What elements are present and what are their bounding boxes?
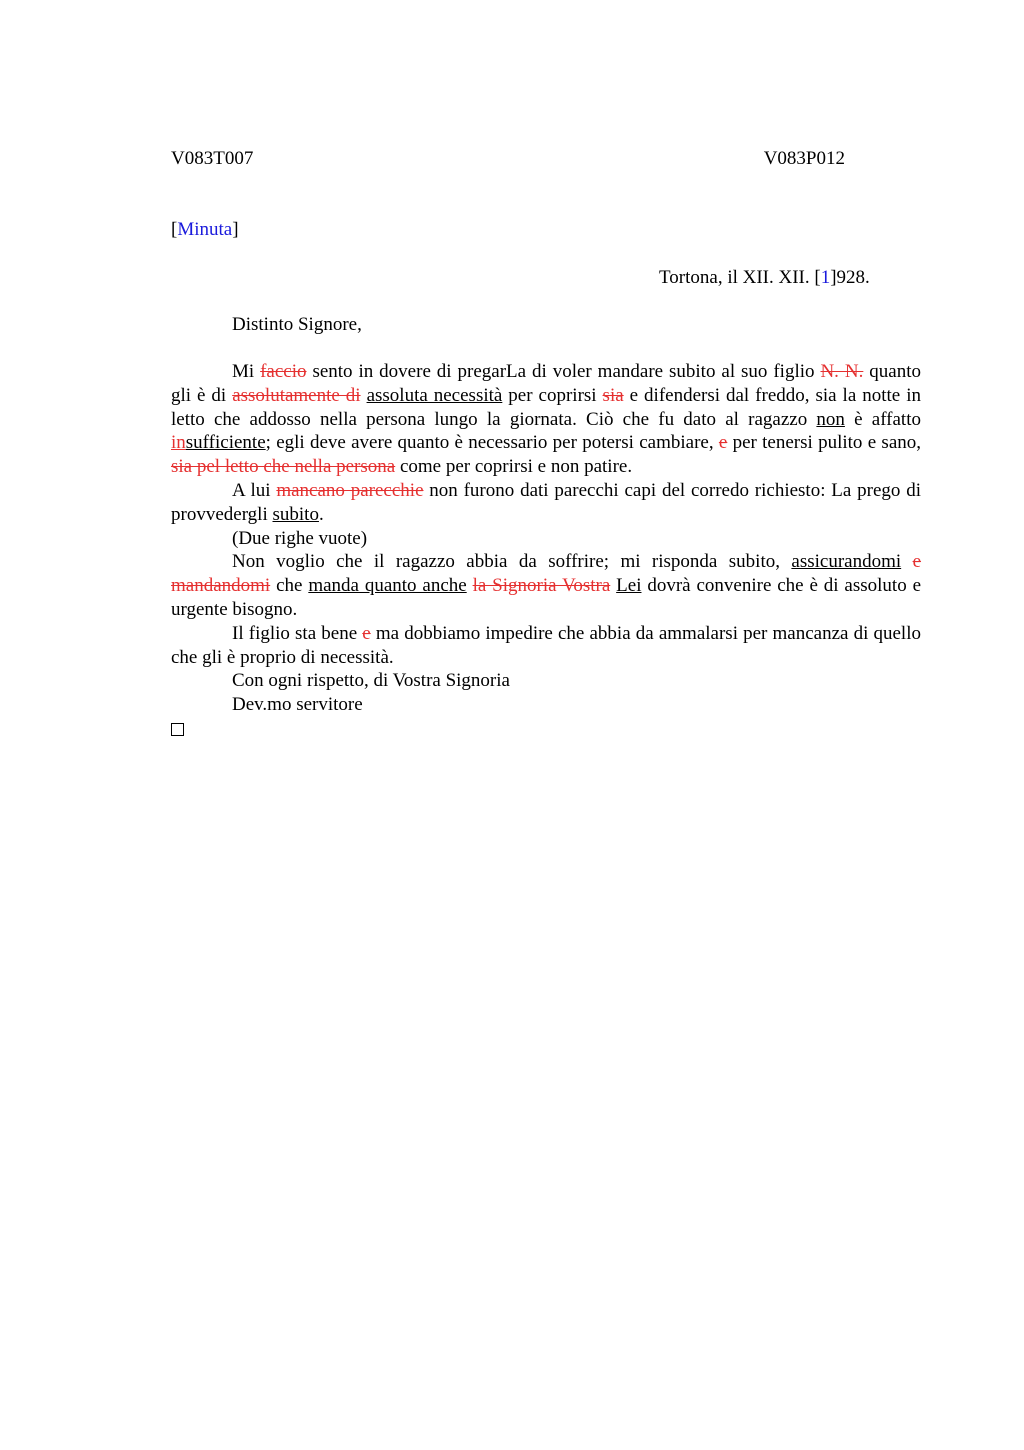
underlined-text: non bbox=[816, 408, 845, 430]
deleted-text: e bbox=[718, 432, 728, 454]
text-run: e difendersi dal freddo, sia la notte in letto che addosso nella persona lungo la giornata. Ciò che fu dato al ragazzo bbox=[171, 384, 921, 430]
closing-line-2: Dev.mo servitore bbox=[232, 694, 363, 716]
deleted-text: la Signoria Vostra bbox=[472, 575, 611, 597]
deleted-text: e bbox=[362, 622, 371, 644]
underlined-text: subito bbox=[272, 503, 319, 525]
text-run: per coprirsi bbox=[502, 384, 603, 406]
text-run: A lui bbox=[232, 479, 277, 501]
document-code-right: V083P012 bbox=[763, 148, 845, 169]
text-run: come per coprirsi e non patire. bbox=[395, 456, 633, 478]
text-run: . bbox=[318, 503, 324, 525]
text-run bbox=[901, 551, 912, 572]
underlined-text: sufficiente bbox=[185, 432, 266, 454]
checkbox-icon[interactable] bbox=[171, 723, 184, 736]
date-line bbox=[659, 266, 870, 290]
deleted-text: mancano parecchie bbox=[276, 479, 424, 501]
text-run: ; egli deve avere quanto è necessario per potersi cambiare, bbox=[265, 432, 719, 454]
text-run: dovrà convenire che è di assoluto e urgente bisogno. bbox=[171, 575, 922, 620]
text-run: che bbox=[270, 575, 309, 597]
deleted-text: assolutamente di bbox=[232, 384, 361, 406]
bracket-close: ] bbox=[232, 219, 239, 240]
text-run: ma dobbiamo impedire che abbia da ammalarsi per mancanza di quello che gli è proprio di necessità. bbox=[171, 622, 921, 668]
deleted-text: sia bbox=[602, 384, 624, 406]
text-run: quanto gli è di bbox=[171, 361, 921, 406]
text-run: Non voglio che il ragazzo abbia da soffrire; mi risponda subito, bbox=[232, 551, 792, 573]
paragraph-5 bbox=[171, 622, 921, 670]
date-suffix: ]928. bbox=[830, 267, 870, 288]
underlined-text: assoluta necessità bbox=[366, 384, 503, 406]
letter-body bbox=[171, 360, 921, 743]
text-run: sento in dovere di pregarLa di voler mandare subito al suo figlio bbox=[306, 361, 821, 382]
underlined-text: assicurandomi bbox=[791, 551, 902, 573]
underlined-text: Lei bbox=[616, 575, 642, 597]
paragraph-3: (Due righe vuote) bbox=[232, 527, 368, 549]
date-inserted-digit: 1 bbox=[820, 267, 831, 288]
text-run: per tenersi pulito e sano, bbox=[727, 432, 921, 454]
text-run: non furono dati parecchi capi del corredo richiesto: La prego di provvedergli bbox=[171, 479, 921, 525]
text-run: Il figlio sta bene bbox=[232, 622, 363, 644]
paragraph-2 bbox=[171, 479, 921, 527]
text-run: è affatto bbox=[844, 408, 921, 430]
paragraph-1 bbox=[171, 360, 921, 479]
minuta-label bbox=[171, 218, 239, 242]
salutation: Distinto Signore, bbox=[232, 314, 362, 335]
paragraph-4 bbox=[171, 550, 921, 621]
text-run: Mi bbox=[232, 361, 261, 382]
bracket-open: [ bbox=[171, 219, 178, 240]
deleted-text: faccio bbox=[260, 361, 307, 382]
document-code-left: V083T007 bbox=[171, 148, 254, 169]
deleted-text: in bbox=[171, 432, 186, 454]
underlined-text: manda quanto anche bbox=[308, 575, 467, 597]
deleted-text: e mandandomi bbox=[171, 551, 922, 597]
deleted-text: sia pel letto che nella persona bbox=[171, 456, 396, 478]
date-prefix: Tortona, il XII. XII. [ bbox=[659, 267, 821, 288]
minuta-text: Minuta bbox=[177, 219, 233, 240]
deleted-text: N. N. bbox=[820, 361, 864, 382]
closing-line-1: Con ogni rispetto, di Vostra Signoria bbox=[232, 670, 510, 692]
